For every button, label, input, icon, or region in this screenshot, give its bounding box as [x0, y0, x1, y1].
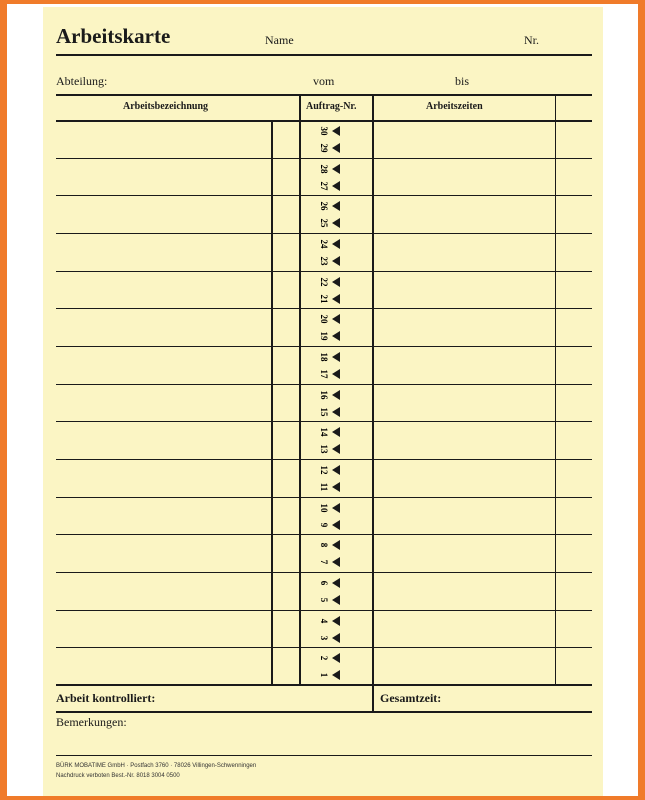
triangle-marker-icon [332, 482, 340, 492]
day-number: 8 [319, 542, 329, 548]
day-pair [316, 422, 342, 459]
day-pair [316, 309, 342, 346]
bis-label: bis [455, 74, 470, 88]
col-divider-header [299, 94, 301, 122]
triangle-marker-icon [332, 218, 340, 228]
name-label: Name [265, 33, 294, 47]
day-number: 6 [319, 580, 329, 586]
triangle-marker-icon [332, 181, 340, 191]
day-pair [316, 385, 342, 422]
bemerkungen-rule [56, 755, 592, 756]
day-number: 19 [319, 331, 329, 341]
triangle-marker-icon [332, 164, 340, 174]
day-number: 29 [319, 143, 329, 153]
kontrolliert-rule [56, 711, 592, 713]
col-header-bezeichnung: Arbeitsbezeichnung [123, 101, 208, 112]
day-number: 22 [319, 277, 329, 287]
day-pair [316, 460, 342, 497]
triangle-marker-icon [332, 369, 340, 379]
day-number: 14 [319, 427, 329, 437]
day-pair [316, 611, 342, 648]
day-number: 24 [319, 239, 329, 249]
abteilung-rule [56, 94, 592, 96]
triangle-marker-icon [332, 239, 340, 249]
day-number: 20 [319, 314, 329, 324]
bottom-divider [372, 684, 374, 712]
day-pair [316, 347, 342, 384]
day-pair [316, 272, 342, 309]
col-divider-zeiten [555, 94, 556, 686]
day-number: 3 [319, 635, 329, 641]
header-rule [56, 54, 592, 56]
triangle-marker-icon [332, 143, 340, 153]
triangle-marker-icon [332, 578, 340, 588]
triangle-marker-icon [332, 540, 340, 550]
day-number: 27 [319, 181, 329, 191]
col-divider-days-right [299, 120, 301, 686]
triangle-marker-icon [332, 616, 340, 626]
triangle-marker-icon [332, 390, 340, 400]
day-pair [316, 648, 342, 685]
day-number: 4 [319, 618, 329, 624]
triangle-marker-icon [332, 294, 340, 304]
day-pair [316, 535, 342, 572]
triangle-marker-icon [332, 465, 340, 475]
day-number: 18 [319, 352, 329, 362]
day-number: 13 [319, 444, 329, 454]
col-header-zeiten: Arbeitszeiten [426, 101, 483, 112]
abteilung-label: Abteilung: [56, 74, 108, 88]
col-header-auftrag: Auftrag-Nr. [306, 101, 357, 112]
triangle-marker-icon [332, 314, 340, 324]
triangle-marker-icon [332, 595, 340, 605]
gesamtzeit-label: Gesamtzeit: [380, 691, 442, 705]
triangle-marker-icon [332, 670, 340, 680]
triangle-marker-icon [332, 557, 340, 567]
day-number: 25 [319, 218, 329, 228]
nr-label: Nr. [524, 33, 539, 47]
day-pair [316, 498, 342, 535]
day-pair [316, 121, 342, 158]
triangle-marker-icon [332, 427, 340, 437]
triangle-marker-icon [332, 126, 340, 136]
vom-label: vom [313, 74, 335, 88]
day-pair [316, 573, 342, 610]
day-number: 7 [319, 559, 329, 565]
day-number: 28 [319, 164, 329, 174]
triangle-marker-icon [332, 331, 340, 341]
day-number: 2 [319, 655, 329, 661]
triangle-marker-icon [332, 503, 340, 513]
triangle-marker-icon [332, 520, 340, 530]
day-number: 12 [319, 465, 329, 475]
triangle-marker-icon [332, 444, 340, 454]
day-number: 11 [319, 482, 329, 492]
triangle-marker-icon [332, 407, 340, 417]
triangle-marker-icon [332, 256, 340, 266]
triangle-marker-icon [332, 201, 340, 211]
form-title: Arbeitskarte [56, 24, 171, 48]
triangle-marker-icon [332, 653, 340, 663]
triangle-marker-icon [332, 277, 340, 287]
day-number: 17 [319, 369, 329, 379]
triangle-marker-icon [332, 633, 340, 643]
publisher-line: BÜRK MOBATIME GmbH · Postfach 3760 · 78026 Villingen-Schwenningen [56, 763, 257, 769]
day-number: 23 [319, 256, 329, 266]
day-number: 16 [319, 390, 329, 400]
day-number: 1 [319, 672, 329, 678]
bemerkungen-label: Bemerkungen: [56, 715, 127, 729]
day-number: 21 [319, 294, 329, 304]
arbeit-kontrolliert-label: Arbeit kontrolliert: [56, 691, 156, 705]
day-pair [316, 234, 342, 271]
work-card-form [43, 7, 603, 796]
day-number: 26 [319, 201, 329, 211]
triangle-marker-icon [332, 352, 340, 362]
day-number: 15 [319, 407, 329, 417]
col-divider-auftrag [372, 94, 374, 686]
day-pair [316, 196, 342, 233]
order-number-line: Nachdruck verboten Best.-Nr. 8018 3004 0500 [56, 773, 180, 779]
day-number: 9 [319, 522, 329, 528]
day-number: 5 [319, 597, 329, 603]
day-number: 30 [319, 126, 329, 136]
day-pair [316, 159, 342, 196]
day-number: 10 [319, 503, 329, 513]
col-divider-days-left [271, 120, 273, 686]
